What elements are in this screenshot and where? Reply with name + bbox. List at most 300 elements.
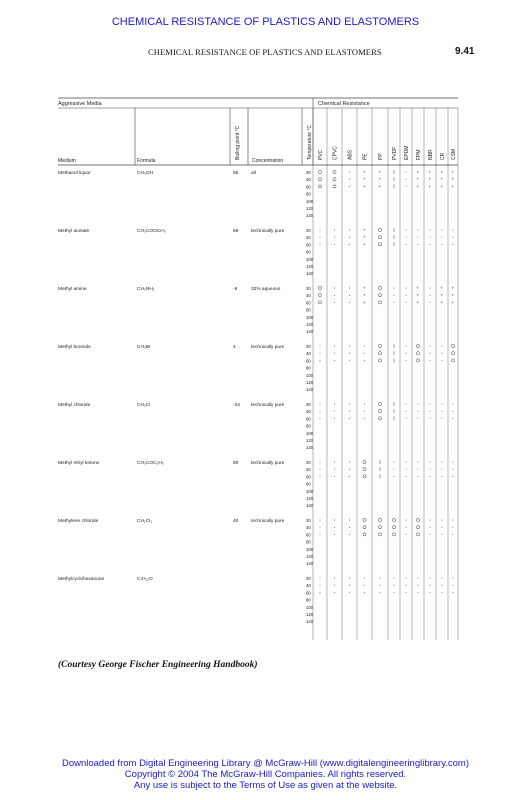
material-label-cpvc: CPVC xyxy=(332,146,339,160)
blank-mark xyxy=(418,476,419,477)
blank-mark xyxy=(364,353,365,354)
blank-mark xyxy=(364,585,365,586)
row-temperature: 100 xyxy=(306,546,314,552)
resistant-mark: + xyxy=(428,176,432,182)
row-temperature: 20 xyxy=(306,576,311,581)
blank-mark xyxy=(453,527,454,528)
blank-mark xyxy=(453,476,454,477)
row-formula: CH₃COOCH₃ xyxy=(137,229,166,234)
limited-resistance-mark xyxy=(378,294,381,297)
row-concentration: technically pure xyxy=(251,461,285,466)
row-concentration: technically pure xyxy=(251,229,285,234)
row-medium: Methyl bromide xyxy=(58,345,91,350)
resistant-mark: + xyxy=(363,169,366,175)
blank-mark xyxy=(418,404,419,405)
col-boiling-label: Boiling point °C xyxy=(235,125,241,160)
table-grid-lines xyxy=(58,98,458,640)
blank-mark xyxy=(406,418,407,419)
blank-mark xyxy=(453,462,454,463)
blank-mark xyxy=(364,418,365,419)
blank-mark xyxy=(320,527,321,528)
blank-mark xyxy=(406,288,407,289)
blank-mark xyxy=(334,353,335,354)
resistant-mark: + xyxy=(451,292,455,298)
blank-mark xyxy=(334,462,335,463)
blank-mark xyxy=(320,230,321,231)
page-number: 9.41 xyxy=(455,46,475,57)
blank-mark xyxy=(334,418,335,419)
row-temperature: 140 xyxy=(306,271,314,277)
blank-mark xyxy=(406,237,407,238)
blank-mark xyxy=(406,585,407,586)
limited-resistance-mark xyxy=(363,468,366,471)
row-temperature: 60 xyxy=(306,184,311,190)
blank-mark xyxy=(453,578,454,579)
row-temperature: 40 xyxy=(306,177,311,183)
row-medium: Methylcyclohexanone xyxy=(58,577,105,582)
limited-resistance-mark xyxy=(378,518,381,521)
limited-resistance-mark xyxy=(318,286,321,289)
resistant-mark: + xyxy=(363,227,366,233)
row-medium: Methyl ethyl ketone xyxy=(58,461,100,466)
blank-mark xyxy=(334,244,335,245)
row-temperature: 80 xyxy=(306,539,311,545)
row-temperature: 20 xyxy=(306,344,311,349)
blank-mark xyxy=(394,585,395,586)
footer-download-line: Downloaded from Digital Engineering Library @ McGraw-Hill (www.digitalengineeringlibrary.com) xyxy=(61,758,470,769)
row-boiling-point: 4 xyxy=(233,345,236,350)
row-concentration: technically pure xyxy=(251,403,285,408)
material-label-fpm: FPM xyxy=(416,149,422,160)
blank-mark xyxy=(320,360,321,361)
limited-resistance-mark xyxy=(416,344,419,347)
row-boiling-point: -24 xyxy=(233,403,240,408)
blank-mark xyxy=(334,520,335,521)
blank-mark xyxy=(320,469,321,470)
row-temperature: 40 xyxy=(306,235,311,241)
col-concentration-label: Concentration xyxy=(252,158,284,164)
row-concentration: technically pure xyxy=(251,345,285,350)
blank-mark xyxy=(364,592,365,593)
blank-mark xyxy=(334,592,335,593)
resistant-mark: + xyxy=(440,285,444,291)
row-formula: CH₂Cl₂ xyxy=(137,519,153,524)
row-temperature: 100 xyxy=(306,198,314,204)
blank-mark xyxy=(430,295,431,296)
limited-resistance-mark xyxy=(378,533,381,536)
blank-mark xyxy=(430,237,431,238)
limited-resistance-mark xyxy=(363,460,366,463)
blank-mark xyxy=(334,295,335,296)
limited-resistance-mark xyxy=(333,185,336,188)
limited-resistance-mark xyxy=(378,352,381,355)
row-boiling-point: 80 xyxy=(233,461,239,466)
row-temperature: 60 xyxy=(306,590,311,596)
resistant-mark: + xyxy=(416,183,420,189)
row-temperature: 140 xyxy=(306,561,314,567)
row-concentration: technically pure xyxy=(251,519,285,524)
material-label-nbr: NBR xyxy=(428,149,434,160)
blank-mark xyxy=(349,462,350,463)
blank-mark xyxy=(394,295,395,296)
blank-mark xyxy=(394,592,395,593)
blank-mark xyxy=(334,476,335,477)
group-header-media: Aggressive Media xyxy=(58,101,102,107)
blank-mark xyxy=(349,476,350,477)
limited-resistance-mark xyxy=(378,228,381,231)
blank-mark xyxy=(320,476,321,477)
blank-mark xyxy=(334,346,335,347)
blank-mark xyxy=(334,360,335,361)
blank-mark xyxy=(442,353,443,354)
blank-mark xyxy=(430,418,431,419)
blank-mark xyxy=(453,469,454,470)
blank-mark xyxy=(334,288,335,289)
limited-resistance-mark xyxy=(392,533,395,536)
row-temperature: 100 xyxy=(306,604,314,610)
limited-resistance-mark xyxy=(416,533,419,536)
row-temperature: 100 xyxy=(306,430,314,436)
blank-mark xyxy=(430,476,431,477)
blank-mark xyxy=(364,578,365,579)
row-temperature: 40 xyxy=(306,525,311,531)
material-label-cr: CR xyxy=(440,152,446,160)
row-temperature: 60 xyxy=(306,474,311,480)
blank-mark xyxy=(334,302,335,303)
row-formula: C₇H₁₂O xyxy=(137,577,153,582)
blank-mark xyxy=(406,353,407,354)
row-formula: CH₃Cl xyxy=(137,403,151,408)
limited-resistance-mark xyxy=(378,243,381,246)
row-boiling-point: 65 xyxy=(233,171,239,176)
limited-resistance-mark xyxy=(363,518,366,521)
limited-resistance-mark xyxy=(416,518,419,521)
blank-mark xyxy=(406,295,407,296)
row-medium: Methyl chloride xyxy=(58,403,91,408)
limited-resistance-mark xyxy=(318,301,321,304)
limited-resistance-mark xyxy=(333,178,336,181)
row-temperature: 120 xyxy=(306,380,314,385)
resistant-mark: + xyxy=(428,169,432,175)
resistant-mark: + xyxy=(378,169,382,175)
blank-mark xyxy=(394,578,395,579)
limited-resistance-mark xyxy=(416,352,419,355)
blank-mark xyxy=(430,578,431,579)
row-formula: CH₃OH xyxy=(137,171,154,176)
limited-resistance-mark xyxy=(378,417,381,420)
col-medium-label: Medium xyxy=(58,158,76,164)
limited-resistance-mark xyxy=(378,526,381,529)
blank-mark xyxy=(349,520,350,521)
row-temperature: 80 xyxy=(306,365,311,371)
blank-mark xyxy=(334,585,335,586)
blank-mark xyxy=(430,302,431,303)
blank-mark xyxy=(364,411,365,412)
limited-resistance-mark xyxy=(318,294,321,297)
row-boiling-point: 40 xyxy=(233,519,239,524)
blank-mark xyxy=(320,585,321,586)
resistant-mark: + xyxy=(378,176,382,182)
blank-mark xyxy=(406,404,407,405)
blank-mark xyxy=(406,527,407,528)
blank-mark xyxy=(406,476,407,477)
blank-mark xyxy=(418,237,419,238)
blank-mark xyxy=(430,346,431,347)
running-head: CHEMICAL RESISTANCE OF PLASTICS AND ELASTOMERS xyxy=(148,47,382,57)
limited-resistance-mark xyxy=(363,526,366,529)
blank-mark xyxy=(442,476,443,477)
resistant-mark: + xyxy=(451,183,455,189)
limited-resistance-mark xyxy=(378,344,381,347)
row-temperature: 40 xyxy=(306,409,311,415)
blank-mark xyxy=(430,520,431,521)
limited-resistance-mark xyxy=(333,170,336,173)
blank-mark xyxy=(442,520,443,521)
blank-mark xyxy=(430,592,431,593)
blank-mark xyxy=(334,411,335,412)
blank-mark xyxy=(430,360,431,361)
resistant-mark: + xyxy=(378,183,382,189)
limited-resistance-mark xyxy=(318,185,321,188)
blank-mark xyxy=(394,476,395,477)
resistant-mark: + xyxy=(416,169,420,175)
blank-mark xyxy=(453,520,454,521)
resistant-mark: + xyxy=(363,241,366,247)
blank-mark xyxy=(406,230,407,231)
row-temperature: 40 xyxy=(306,467,311,473)
resistant-mark: + xyxy=(416,176,420,182)
blank-mark xyxy=(418,411,419,412)
blank-mark xyxy=(406,469,407,470)
blank-mark xyxy=(453,244,454,245)
blank-mark xyxy=(349,578,350,579)
blank-mark xyxy=(334,237,335,238)
blank-mark xyxy=(406,534,407,535)
row-temperature: 20 xyxy=(306,228,311,233)
blank-mark xyxy=(349,295,350,296)
material-label-epdm: EPDM xyxy=(404,145,410,160)
row-temperature: 80 xyxy=(306,597,311,603)
blank-mark xyxy=(442,237,443,238)
blank-mark xyxy=(349,469,350,470)
blank-mark xyxy=(320,520,321,521)
group-header-resistance: Chemical Resistance xyxy=(318,101,370,107)
blank-mark xyxy=(406,592,407,593)
blank-mark xyxy=(406,520,407,521)
blank-mark xyxy=(442,527,443,528)
blank-mark xyxy=(320,578,321,579)
blank-mark xyxy=(394,462,395,463)
blank-mark xyxy=(442,230,443,231)
resistant-mark: + xyxy=(363,176,366,182)
limited-resistance-mark xyxy=(378,301,381,304)
row-temperature: 140 xyxy=(306,619,314,625)
blank-mark xyxy=(406,186,407,187)
blank-mark xyxy=(349,592,350,593)
resistant-mark: + xyxy=(440,292,444,298)
limited-resistance-mark xyxy=(378,236,381,239)
blank-mark xyxy=(430,469,431,470)
limited-resistance-mark xyxy=(363,533,366,536)
blank-mark xyxy=(442,592,443,593)
blank-mark xyxy=(320,418,321,419)
blank-mark xyxy=(406,172,407,173)
blank-mark xyxy=(430,462,431,463)
blank-mark xyxy=(418,244,419,245)
material-label-pvc: PVC xyxy=(318,149,324,160)
blank-mark xyxy=(418,585,419,586)
blank-mark xyxy=(453,230,454,231)
blank-mark xyxy=(406,360,407,361)
material-label-abs: ABS xyxy=(347,149,354,160)
blank-mark xyxy=(418,462,419,463)
material-label-pvdf: PVDF xyxy=(392,146,398,160)
resistant-mark: + xyxy=(451,299,455,305)
blank-mark xyxy=(442,346,443,347)
col-temperature-label: Temperature °C xyxy=(307,124,313,160)
blank-mark xyxy=(442,411,443,412)
blank-mark xyxy=(349,172,350,173)
footer-terms-line: Any use is subject to the Terms of Use as given at the website. xyxy=(133,780,398,791)
blank-mark xyxy=(418,230,419,231)
limited-resistance-mark xyxy=(318,170,321,173)
row-temperature: 80 xyxy=(306,423,311,429)
blank-mark xyxy=(394,288,395,289)
row-temperature: 100 xyxy=(306,488,314,494)
resistant-mark: + xyxy=(440,169,444,175)
blank-mark xyxy=(349,237,350,238)
row-temperature: 140 xyxy=(306,445,314,451)
blank-mark xyxy=(453,592,454,593)
blank-mark xyxy=(406,244,407,245)
blank-mark xyxy=(418,578,419,579)
blank-mark xyxy=(453,418,454,419)
row-medium: Methanol liquor xyxy=(58,171,91,176)
limited-resistance-mark xyxy=(416,359,419,362)
blank-mark xyxy=(364,404,365,405)
row-boiling-point: 56 xyxy=(233,229,239,234)
blank-mark xyxy=(430,404,431,405)
blank-mark xyxy=(349,418,350,419)
blank-mark xyxy=(406,346,407,347)
blue-page-title: CHEMICAL RESISTANCE OF PLASTICS AND ELASTOMERS xyxy=(111,16,420,28)
row-temperature: 120 xyxy=(306,612,314,617)
blank-mark xyxy=(349,302,350,303)
blank-mark xyxy=(394,302,395,303)
row-temperature: 20 xyxy=(306,518,311,523)
blank-mark xyxy=(349,353,350,354)
row-temperature: 100 xyxy=(306,314,314,320)
row-temperature: 140 xyxy=(306,503,314,509)
resistant-mark: + xyxy=(416,292,420,298)
blank-mark xyxy=(334,469,335,470)
table-symbols xyxy=(318,170,454,593)
blank-mark xyxy=(406,411,407,412)
blank-mark xyxy=(430,411,431,412)
row-formula: CH₃Br xyxy=(137,345,151,350)
row-temperature: 20 xyxy=(306,286,311,291)
limited-resistance-mark xyxy=(451,344,454,347)
row-temperature: 120 xyxy=(306,438,314,443)
blank-mark xyxy=(430,244,431,245)
row-temperature: 80 xyxy=(306,249,311,255)
resistant-mark: + xyxy=(363,285,366,291)
row-temperature: 80 xyxy=(306,307,311,313)
blank-mark xyxy=(430,288,431,289)
row-temperature: 120 xyxy=(306,496,314,501)
blank-mark xyxy=(442,585,443,586)
blank-mark xyxy=(320,353,321,354)
blank-mark xyxy=(334,527,335,528)
blank-mark xyxy=(349,244,350,245)
row-formula: CH₃NH₂ xyxy=(137,287,155,292)
blank-mark xyxy=(442,462,443,463)
row-temperature: 20 xyxy=(306,170,311,175)
limited-resistance-mark xyxy=(451,352,454,355)
row-temperature: 120 xyxy=(306,264,314,269)
row-medium: Methylene chloride xyxy=(58,519,99,524)
row-boiling-point: -6 xyxy=(233,287,238,292)
limited-resistance-mark xyxy=(451,359,454,362)
blank-mark xyxy=(418,418,419,419)
material-label-csm: CSM xyxy=(451,148,457,160)
blank-mark xyxy=(406,462,407,463)
resistant-mark: + xyxy=(451,176,455,182)
resistant-mark: + xyxy=(363,299,366,305)
blank-mark xyxy=(349,179,350,180)
blank-mark xyxy=(320,237,321,238)
blank-mark xyxy=(320,462,321,463)
blank-mark xyxy=(418,592,419,593)
blank-mark xyxy=(380,578,381,579)
blank-mark xyxy=(364,346,365,347)
blank-mark xyxy=(380,585,381,586)
col-formula-label: Formula xyxy=(137,158,156,164)
blank-mark xyxy=(320,534,321,535)
limited-resistance-mark xyxy=(378,286,381,289)
table-text xyxy=(58,101,457,624)
row-temperature: 40 xyxy=(306,293,311,299)
blank-mark xyxy=(406,302,407,303)
blank-mark xyxy=(334,404,335,405)
row-temperature: 80 xyxy=(306,191,311,197)
blank-mark xyxy=(320,404,321,405)
blank-mark xyxy=(349,527,350,528)
blank-mark xyxy=(453,585,454,586)
blank-mark xyxy=(430,527,431,528)
courtesy-note: (Courtesy George Fischer Engineering Handbook) xyxy=(58,660,258,670)
blank-mark xyxy=(430,534,431,535)
limited-resistance-mark xyxy=(416,526,419,529)
blank-mark xyxy=(442,469,443,470)
blank-mark xyxy=(453,237,454,238)
limited-resistance-mark xyxy=(378,402,381,405)
resistant-mark: + xyxy=(451,285,455,291)
blank-mark xyxy=(349,186,350,187)
blank-mark xyxy=(430,353,431,354)
blank-mark xyxy=(364,360,365,361)
blank-mark xyxy=(430,230,431,231)
resistant-mark: + xyxy=(416,285,420,291)
blank-mark xyxy=(394,469,395,470)
blank-mark xyxy=(334,534,335,535)
row-temperature: 20 xyxy=(306,402,311,407)
row-temperature: 120 xyxy=(306,206,314,211)
resistant-mark: + xyxy=(416,299,420,305)
blank-mark xyxy=(453,404,454,405)
resistant-mark: + xyxy=(440,183,444,189)
material-label-pp: PP xyxy=(378,153,384,160)
